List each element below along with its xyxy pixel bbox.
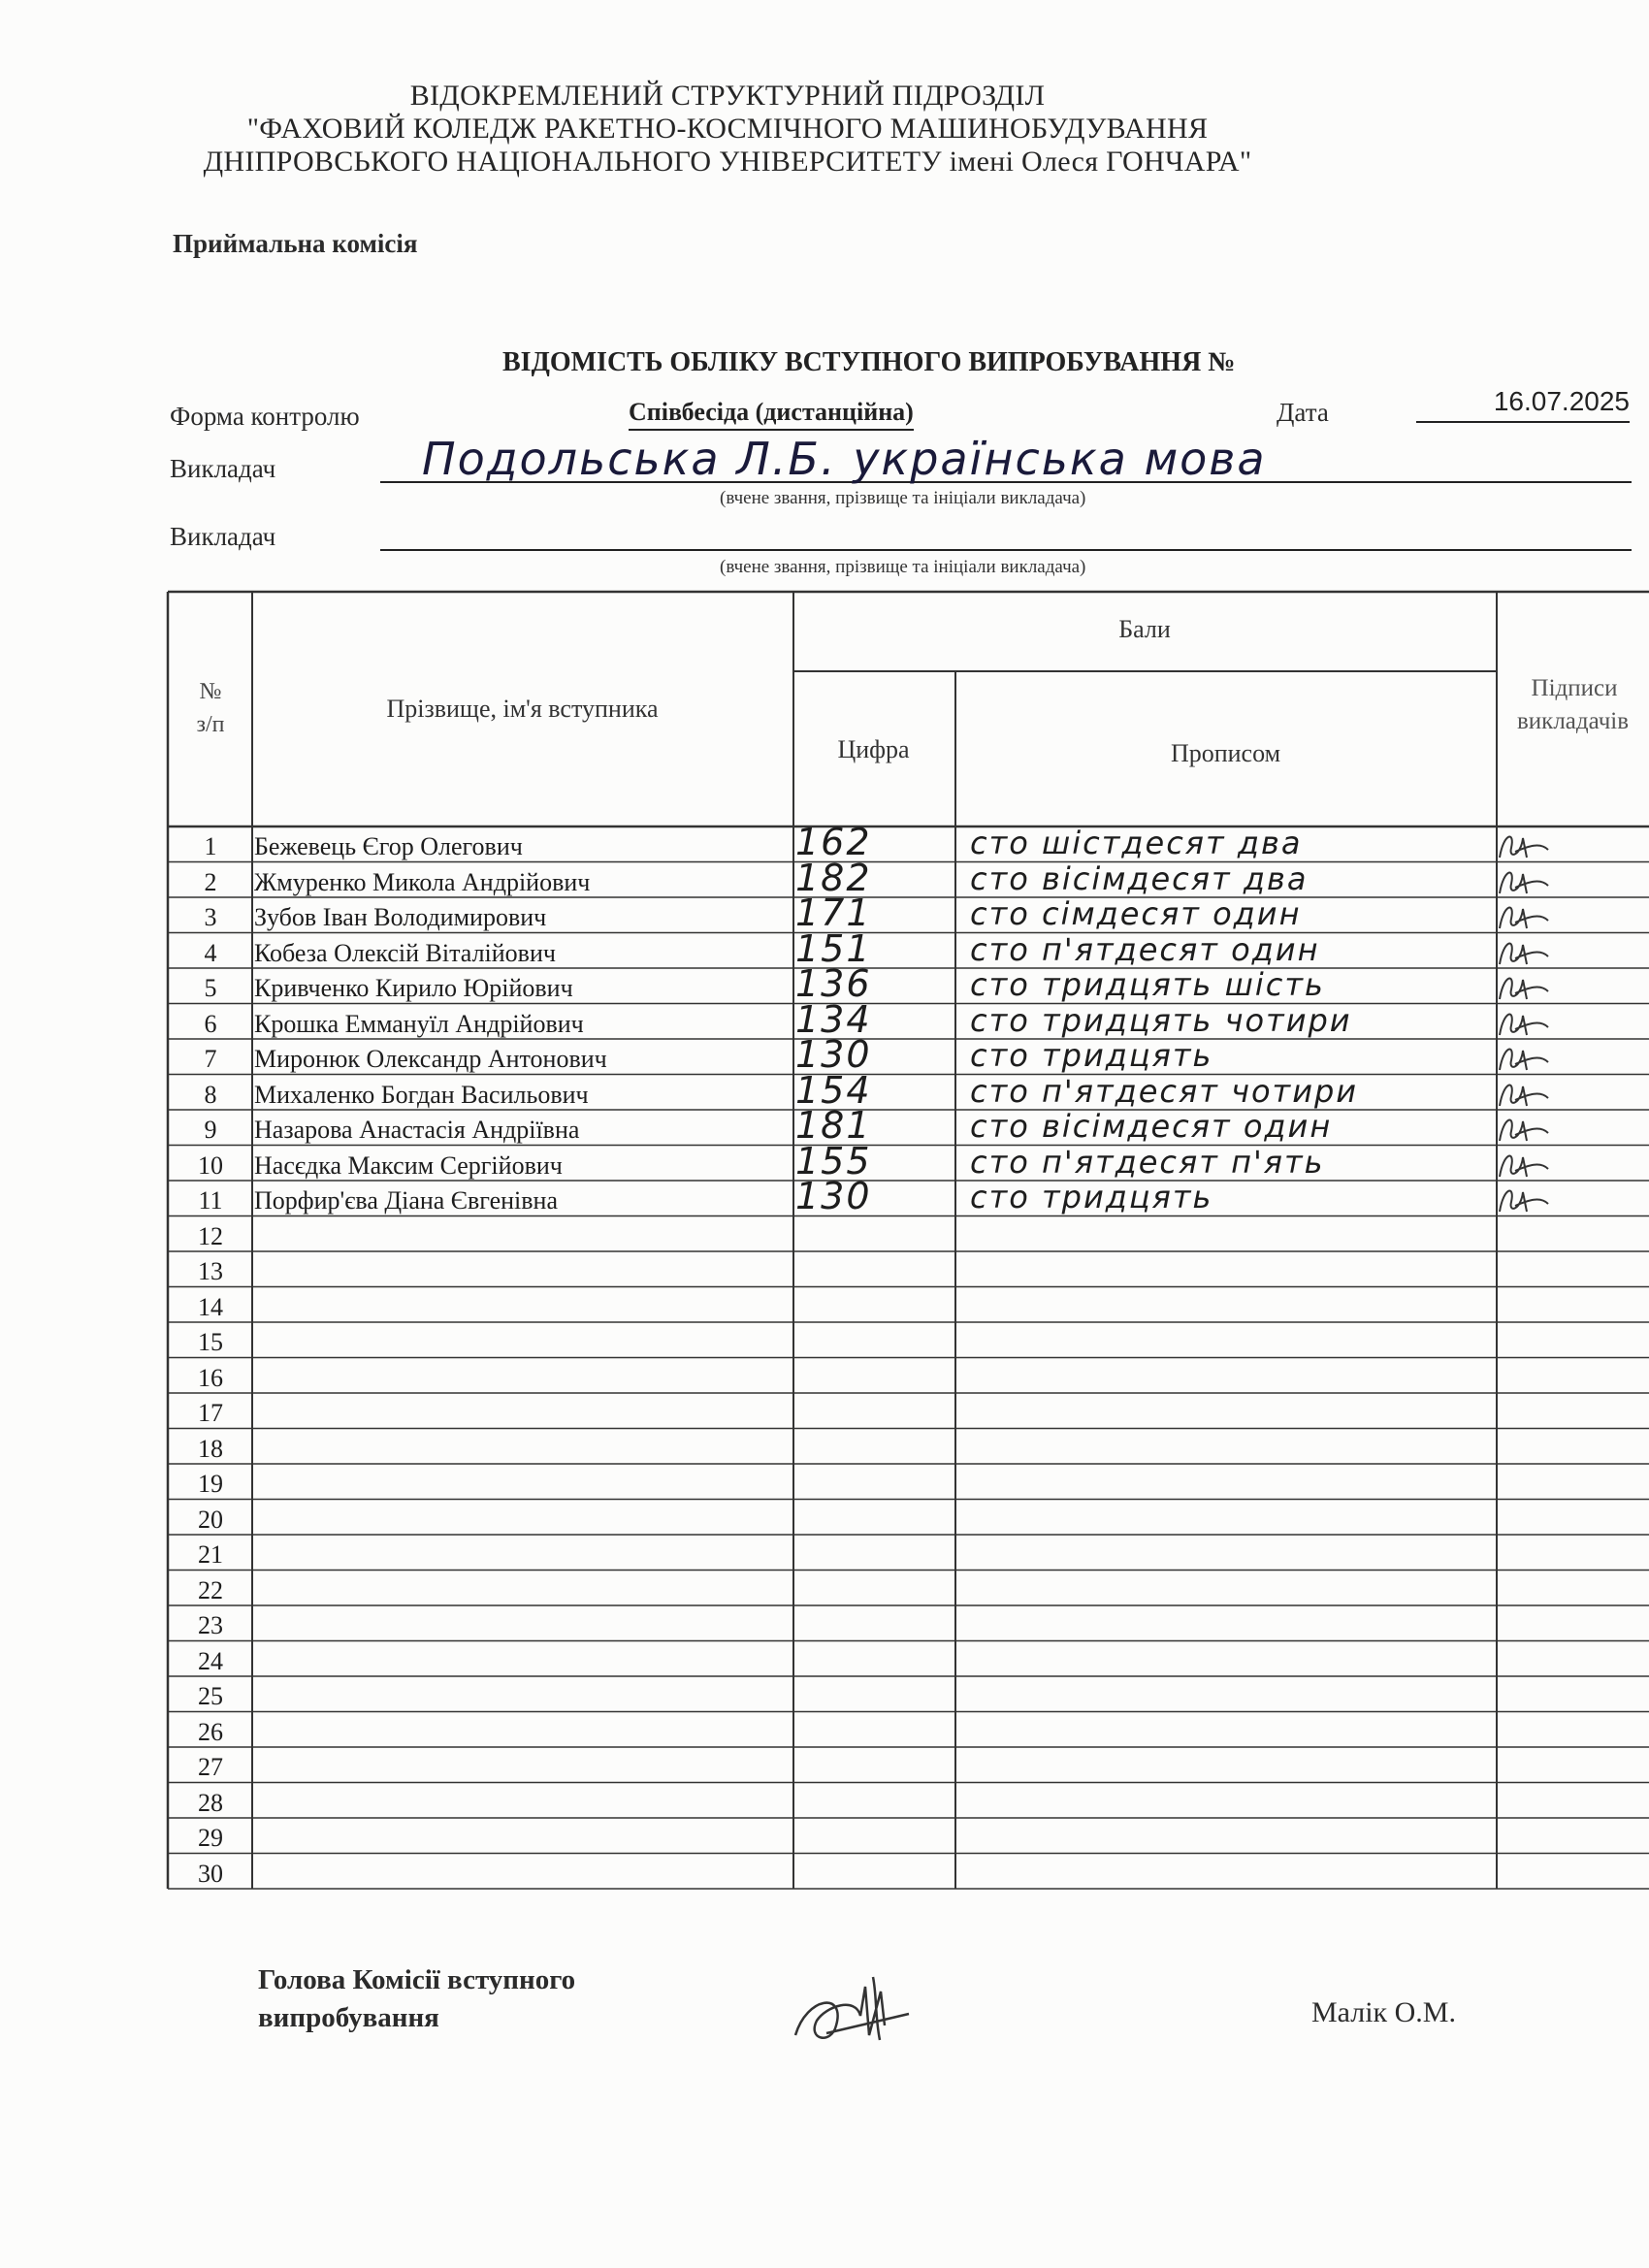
- chair-label-line-1: Голова Комісії вступного: [258, 1964, 576, 1995]
- score-digits: 151: [795, 926, 872, 970]
- row-number: 22: [198, 1575, 223, 1604]
- col-num-header-2: з/п: [196, 712, 225, 737]
- row-number: 15: [198, 1328, 223, 1356]
- row-number: 1: [204, 832, 217, 860]
- applicant-name: Миронюк Олександр Антонович: [254, 1045, 607, 1073]
- teacher-signature-mark: [1494, 1183, 1552, 1215]
- row-number: 23: [198, 1611, 223, 1639]
- row-number: 4: [204, 938, 217, 967]
- col-sign-header-2: викладачів: [1517, 708, 1630, 734]
- chair-signature: [788, 1967, 914, 2055]
- teacher-1-caption: (вчене звання, прізвище та ініціали викладача): [720, 488, 1086, 508]
- score-digits: 154: [795, 1068, 872, 1112]
- score-digits: 136: [795, 962, 872, 1005]
- form-value: Співбесіда (дистанційна): [629, 398, 914, 431]
- teacher-signature-mark: [1494, 970, 1552, 1003]
- score-words: сто п'ятдесят чотири: [970, 1072, 1359, 1110]
- teacher-signature-mark: [1494, 1112, 1552, 1145]
- score-words: сто п'ятдесят один: [970, 930, 1320, 968]
- row-number: 21: [198, 1540, 223, 1569]
- score-digits: 130: [795, 1033, 872, 1076]
- teacher-1-handwritten: Подольська Л.Б. українська мова: [422, 433, 1267, 485]
- row-number: 16: [198, 1363, 223, 1392]
- row-number: 18: [198, 1434, 223, 1463]
- institution-line-1: ВІДОКРЕМЛЕНИЙ СТРУКТУРНИЙ ПІДРОЗДІЛ: [409, 80, 1046, 112]
- chair-label-line-2: випробування: [258, 2002, 439, 2033]
- row-number: 26: [198, 1717, 223, 1746]
- row-number: 14: [198, 1292, 223, 1321]
- score-words: сто тридцять: [970, 1037, 1213, 1074]
- row-number: 11: [198, 1186, 223, 1215]
- applicant-name: Назарова Анастасія Андріївна: [254, 1116, 580, 1144]
- institution-line-3: ДНІПРОВСЬКОГО НАЦІОНАЛЬНОГО УНІВЕРСИТЕТУ імені Олеся ГОНЧАРА": [203, 146, 1252, 178]
- applicant-name: Зубов Іван Володимирович: [254, 903, 547, 931]
- score-words: сто вісімдесят два: [970, 859, 1309, 897]
- row-number: 13: [198, 1257, 223, 1285]
- col-words-header: Прописом: [1170, 739, 1281, 767]
- score-words: сто шістдесят два: [970, 825, 1303, 861]
- teacher-2-caption: (вчене звання, прізвище та ініціали викладача): [720, 557, 1086, 577]
- row-number: 5: [204, 974, 217, 1002]
- row-number: 8: [204, 1080, 217, 1109]
- applicant-name: Жмуренко Микола Андрійович: [254, 867, 591, 896]
- teacher-signature-mark: [1494, 1148, 1552, 1181]
- row-number: 17: [198, 1399, 223, 1427]
- teacher-signature-mark: [1494, 1006, 1552, 1039]
- score-words: сто вісімдесят один: [970, 1108, 1333, 1145]
- row-number: 6: [204, 1009, 217, 1038]
- teacher-signature-mark: [1494, 1041, 1552, 1074]
- score-words: сто тридцять шість: [970, 966, 1325, 1003]
- teacher-signature-mark: [1494, 899, 1552, 932]
- col-digit-header: Цифра: [837, 735, 910, 763]
- date-value: 16.07.2025: [1416, 386, 1630, 423]
- col-points-header: Бали: [1118, 615, 1171, 643]
- applicant-name: Насєдка Максим Сергійович: [254, 1150, 563, 1180]
- teacher-signature-mark: [1494, 864, 1552, 897]
- applicant-name: Михаленко Богдан Васильович: [254, 1080, 589, 1109]
- applicant-name: Кобеза Олексій Віталійович: [254, 938, 556, 967]
- col-sign-header: Підписи: [1531, 675, 1618, 701]
- institution-line-2: "ФАХОВИЙ КОЛЕДЖ РАКЕТНО-КОСМІЧНОГО МАШИНОБУДУВАННЯ: [246, 113, 1209, 145]
- score-words: сто сімдесят один: [970, 895, 1302, 932]
- row-number: 28: [198, 1788, 223, 1817]
- applicant-name: Кривченко Кирило Юрійович: [254, 974, 573, 1002]
- col-num-header: №: [199, 679, 222, 704]
- row-number: 20: [198, 1505, 223, 1534]
- score-words: сто тридцять чотири: [970, 1001, 1352, 1039]
- teacher-1-label: Викладач: [170, 454, 276, 483]
- form-label: Форма контролю: [170, 402, 360, 431]
- chair-name: Малік О.М.: [1311, 1996, 1456, 2028]
- applicant-name: Бежевець Єгор Олегович: [254, 832, 523, 860]
- applicant-name: Крошка Еммануїл Андрійович: [254, 1009, 584, 1038]
- row-number: 30: [198, 1859, 223, 1888]
- teacher-signature-mark: [1494, 935, 1552, 968]
- score-digits: 162: [795, 821, 872, 863]
- score-words: сто п'ятдесят п'ять: [970, 1143, 1325, 1181]
- document-title: ВІДОМІСТЬ ОБЛІКУ ВСТУПНОГО ВИПРОБУВАННЯ №: [502, 347, 1236, 377]
- teacher-signature-mark: [1494, 1077, 1552, 1110]
- row-number: 12: [198, 1221, 223, 1250]
- row-number: 3: [204, 903, 217, 931]
- row-number: 27: [198, 1753, 223, 1781]
- score-digits: 134: [795, 997, 872, 1041]
- date-label: Дата: [1277, 398, 1329, 427]
- score-digits: 130: [795, 1175, 872, 1217]
- row-number: 24: [198, 1646, 223, 1675]
- row-number: 19: [198, 1470, 223, 1498]
- row-number: 10: [198, 1150, 223, 1180]
- score-digits: 181: [795, 1104, 872, 1147]
- row-number: 25: [198, 1682, 223, 1710]
- teacher-2-label: Викладач: [170, 522, 276, 551]
- score-digits: 171: [795, 891, 872, 934]
- score-words: сто тридцять: [970, 1179, 1213, 1215]
- applicant-name: Порфир'єва Діана Євгенівна: [254, 1186, 558, 1215]
- row-number: 7: [204, 1045, 217, 1073]
- commission-label: Приймальна комісія: [173, 229, 418, 258]
- score-digits: 155: [795, 1139, 872, 1183]
- score-digits: 182: [795, 856, 872, 899]
- row-number: 29: [198, 1824, 223, 1852]
- row-number: 2: [204, 867, 217, 896]
- row-number: 9: [204, 1116, 217, 1144]
- teacher-signature-mark: [1494, 828, 1552, 861]
- col-name-header: Прізвище, ім'я вступника: [386, 695, 659, 723]
